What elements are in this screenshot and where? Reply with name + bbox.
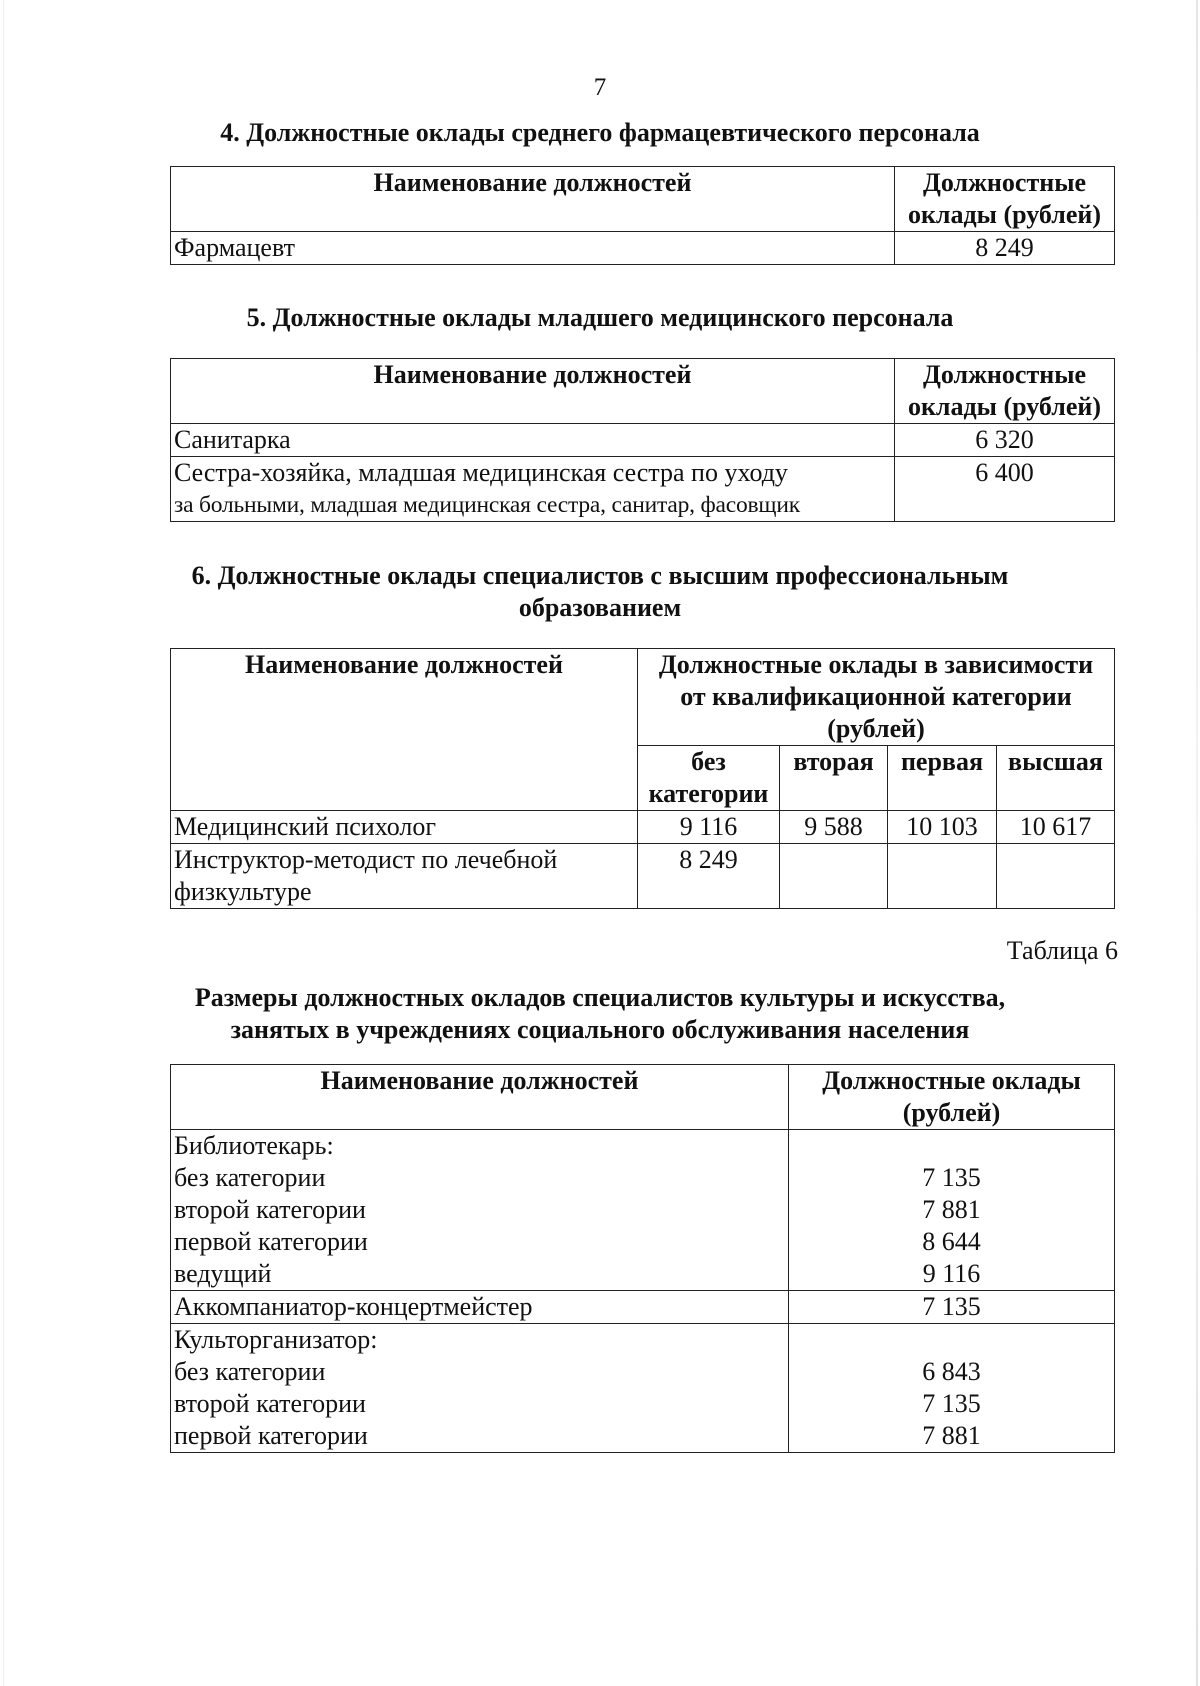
salary-value: 7 881 bbox=[922, 1421, 981, 1450]
column-header-salary: Должностные оклады (рублей) bbox=[895, 167, 1115, 232]
section5-title: 5. Должностные оклады младшего медицинского персонала bbox=[246, 303, 954, 332]
salary-value: 10 617 bbox=[997, 811, 1115, 844]
column-header-name: Наименование должностей bbox=[171, 1065, 789, 1130]
salary-value: 10 103 bbox=[888, 811, 997, 844]
salary-value: 7 135 bbox=[922, 1163, 981, 1192]
position-name: Аккомпаниатор-концертмейстер bbox=[171, 1291, 789, 1324]
salary-value bbox=[888, 844, 997, 909]
page-number: 7 bbox=[593, 74, 607, 101]
salary-value bbox=[780, 844, 888, 909]
section6-title: 6. Должностные оклады специалистов с высшим профессиональным образованием bbox=[191, 561, 1009, 622]
category-name: без категории bbox=[174, 1163, 326, 1192]
table-row-group bbox=[171, 1130, 1115, 1291]
table-row bbox=[171, 424, 1115, 457]
category-name: второй категории bbox=[174, 1389, 366, 1418]
table6-title: Размеры должностных окладов специалистов культуры и искусства, занятых в учреждениях социального обслуживания населения bbox=[194, 983, 1006, 1044]
column-header-salary: Должностные оклады (рублей) bbox=[895, 359, 1115, 424]
column-header-highest: высшая bbox=[997, 746, 1115, 811]
salary-value: 7 135 bbox=[922, 1389, 981, 1418]
section4-title: 4. Должностные оклады среднего фармацевтического персонала bbox=[220, 118, 980, 147]
salary-value bbox=[997, 844, 1115, 909]
salary-value: 9 588 bbox=[780, 811, 888, 844]
column-group-header: Должностные оклады в зависимости от квалификационной категории (рублей) bbox=[638, 649, 1115, 746]
salary-value: 6 320 bbox=[895, 424, 1115, 457]
position-name: Фармацевт bbox=[171, 232, 895, 265]
category-name: ведущий bbox=[174, 1259, 272, 1288]
salary-value: 8 249 bbox=[895, 232, 1115, 265]
position-name: Инструктор-методист по лечебной физкультуре bbox=[171, 844, 638, 909]
group-name: Библиотекарь: bbox=[174, 1131, 334, 1160]
table6-table bbox=[170, 1064, 1115, 1453]
category-name: без категории bbox=[174, 1357, 326, 1386]
column-header-no-category: без категории bbox=[638, 746, 780, 811]
table-header-row bbox=[171, 167, 1115, 232]
page-edge-right bbox=[1196, 0, 1198, 1686]
section6-table bbox=[170, 648, 1115, 909]
column-header-name: Наименование должностей bbox=[171, 649, 638, 811]
table-caption: Таблица 6 bbox=[1006, 936, 1118, 965]
position-name: Сестра-хозяйка, младшая медицинская сестра по уходу за больными, младшая медицинская сестра, санитар, фасовщик bbox=[171, 457, 895, 522]
salary-value: 8 249 bbox=[638, 844, 780, 909]
group-name: Культорганизатор: bbox=[174, 1325, 378, 1354]
position-group bbox=[171, 1130, 789, 1291]
table-row bbox=[171, 811, 1115, 844]
salary-value: 9 116 bbox=[638, 811, 780, 844]
salary-values bbox=[789, 1324, 1115, 1453]
salary-value: 8 644 bbox=[922, 1227, 981, 1256]
category-name: первой категории bbox=[174, 1227, 368, 1256]
salary-value: 7 881 bbox=[922, 1195, 981, 1224]
salary-values bbox=[789, 1130, 1115, 1291]
table-row-group bbox=[171, 1324, 1115, 1453]
table-row bbox=[171, 1291, 1115, 1324]
table-row bbox=[171, 457, 1115, 522]
section4-table bbox=[170, 166, 1115, 265]
category-name: второй категории bbox=[174, 1195, 366, 1224]
column-header-name: Наименование должностей bbox=[171, 359, 895, 424]
table-row bbox=[171, 232, 1115, 265]
column-header-second: вторая bbox=[780, 746, 888, 811]
category-name: первой категории bbox=[174, 1421, 368, 1450]
page-edge-left bbox=[3, 0, 4, 1686]
position-group bbox=[171, 1324, 789, 1453]
section5-table bbox=[170, 358, 1115, 522]
table-header-row bbox=[171, 1065, 1115, 1130]
salary-value: 6 400 bbox=[895, 457, 1115, 522]
salary-value: 9 116 bbox=[922, 1259, 981, 1288]
column-header-name: Наименование должностей bbox=[171, 167, 895, 232]
table-header-row bbox=[171, 359, 1115, 424]
salary-value: 6 843 bbox=[922, 1357, 981, 1386]
column-header-first: первая bbox=[888, 746, 997, 811]
position-name: Санитарка bbox=[171, 424, 895, 457]
position-name: Медицинский психолог bbox=[171, 811, 638, 844]
table-header-row bbox=[171, 649, 1115, 746]
salary-value: 7 135 bbox=[789, 1291, 1115, 1324]
table-row bbox=[171, 844, 1115, 909]
column-header-salary: Должностные оклады (рублей) bbox=[789, 1065, 1115, 1130]
